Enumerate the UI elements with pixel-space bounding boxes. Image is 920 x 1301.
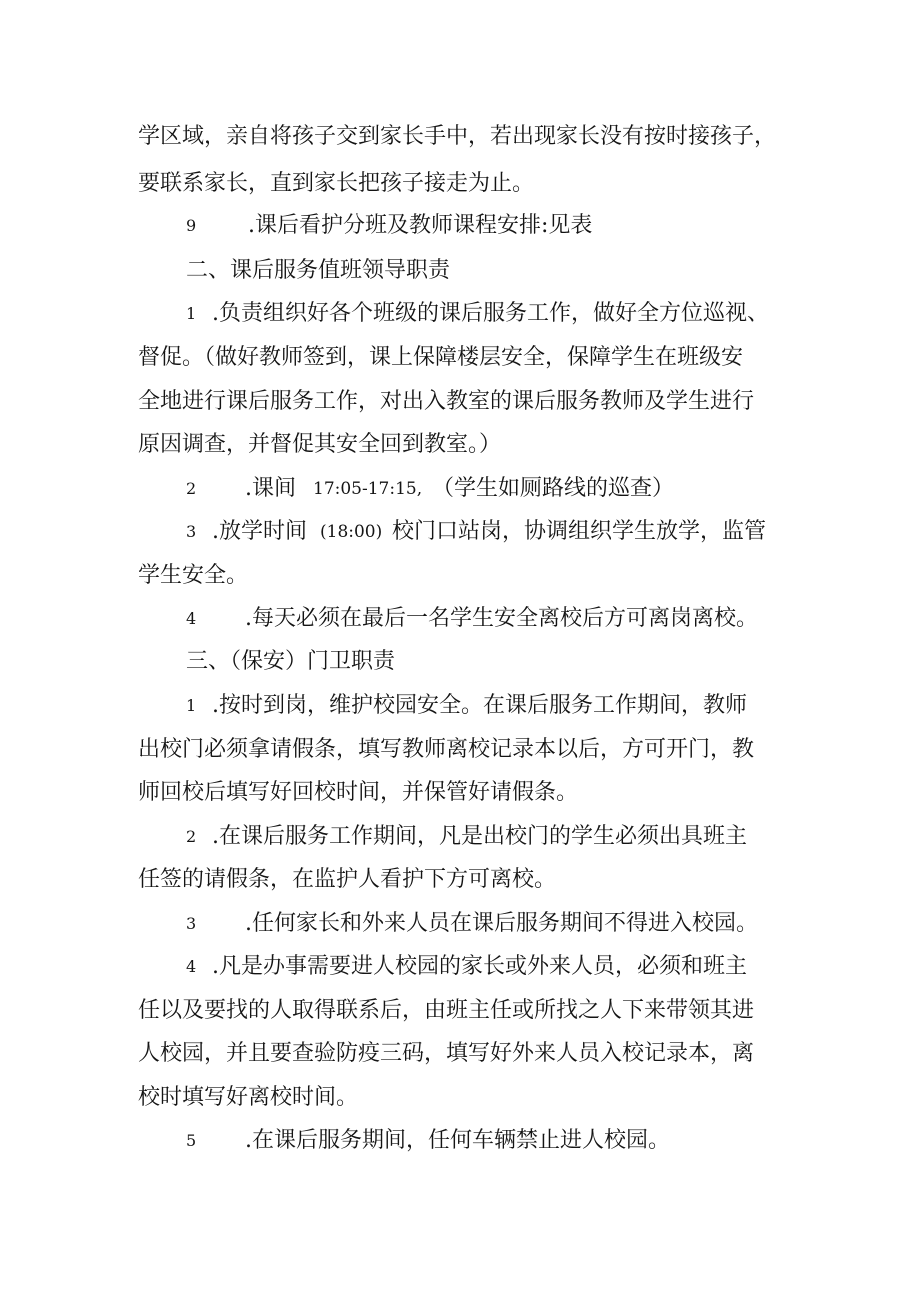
time-value: (18:00) (320, 522, 383, 542)
body-text: 要联系家长，直到家长把孩子接走为止。 (138, 171, 535, 196)
body-text: 全地进行课后服务工作，对出入教室的课后服务教师及学生进行 (138, 389, 755, 414)
section-heading-text: 二、课后服务值班领导职责 (186, 258, 451, 283)
list-item-number: 4 (186, 609, 197, 628)
list-item-text: .在课后服务期间，任何车辆禁止进人校园。 (245, 1128, 670, 1153)
list-item-number: 9 (186, 216, 197, 235)
body-text: 校时填写好离校时间。 (138, 1085, 359, 1110)
section-heading-text: 三、（保安）门卫职责 (186, 649, 396, 674)
list-item-text: .课间 (245, 476, 296, 501)
body-text: 任以及要找的人取得联系后，由班主任或所找之人下来带领其进 (138, 998, 755, 1023)
list-item-text: （学生如厕路线的巡查） (432, 476, 675, 501)
list-item-number: 1 (186, 304, 197, 323)
list-item-text: .负责组织好各个班级的课后服务工作，做好全方位巡视、 (212, 301, 769, 326)
list-item-number: 2 (186, 827, 197, 846)
body-text: 出校门必须拿请假条，填写教师离校记录本以后，方可开门，教 (138, 737, 755, 762)
list-item-number: 5 (186, 1131, 197, 1150)
list-item-text: .按时到岗，维护校园安全。在课后服务工作期间，教师 (212, 693, 747, 718)
list-item-number: 3 (186, 914, 197, 933)
body-text: 人校园，并且要查验防疫三码，填写好外来人员入校记录本，离 (138, 1041, 755, 1066)
body-text: 任签的请假条，在监护人看护下方可离校。 (138, 867, 557, 892)
list-item-text: .每天必须在最后一名学生安全离校后方可离岗离校。 (245, 606, 758, 631)
body-text: 督促。（做好教师签到，课上保障楼层安全，保障学生在班级安 (138, 345, 744, 370)
list-item-text: .课后看护分班及教师课程安排:见表 (248, 213, 593, 238)
list-item-text: .在课后服务工作期间，凡是出校门的学生必须出具班主 (212, 824, 747, 849)
list-item-text: .凡是办事需要进人校园的家长或外来人员，必须和班主 (212, 954, 747, 979)
list-item-number: 1 (186, 696, 197, 715)
list-item-text: .任何家长和外来人员在课后服务期间不得进入校园。 (245, 911, 758, 936)
list-item-number: 4 (186, 957, 197, 976)
list-item-number: 2 (186, 479, 197, 498)
time-range: 17:05-17:15, (313, 479, 423, 499)
body-text: 原因调查，并督促其安全回到教室。） (138, 432, 502, 457)
list-item-number: 3 (186, 522, 197, 541)
list-item-text: 校门口站岗，协调组织学生放学，监管 (392, 519, 767, 544)
body-text: 学区域，亲自将孩子交到家长手中，若出现家长没有按时接孩子， (138, 124, 777, 149)
list-item-text: .放学时间 (212, 519, 307, 544)
body-text: 学生安全。 (138, 563, 249, 588)
body-text: 师回校后填写好回校时间，并保管好请假条。 (138, 780, 579, 805)
